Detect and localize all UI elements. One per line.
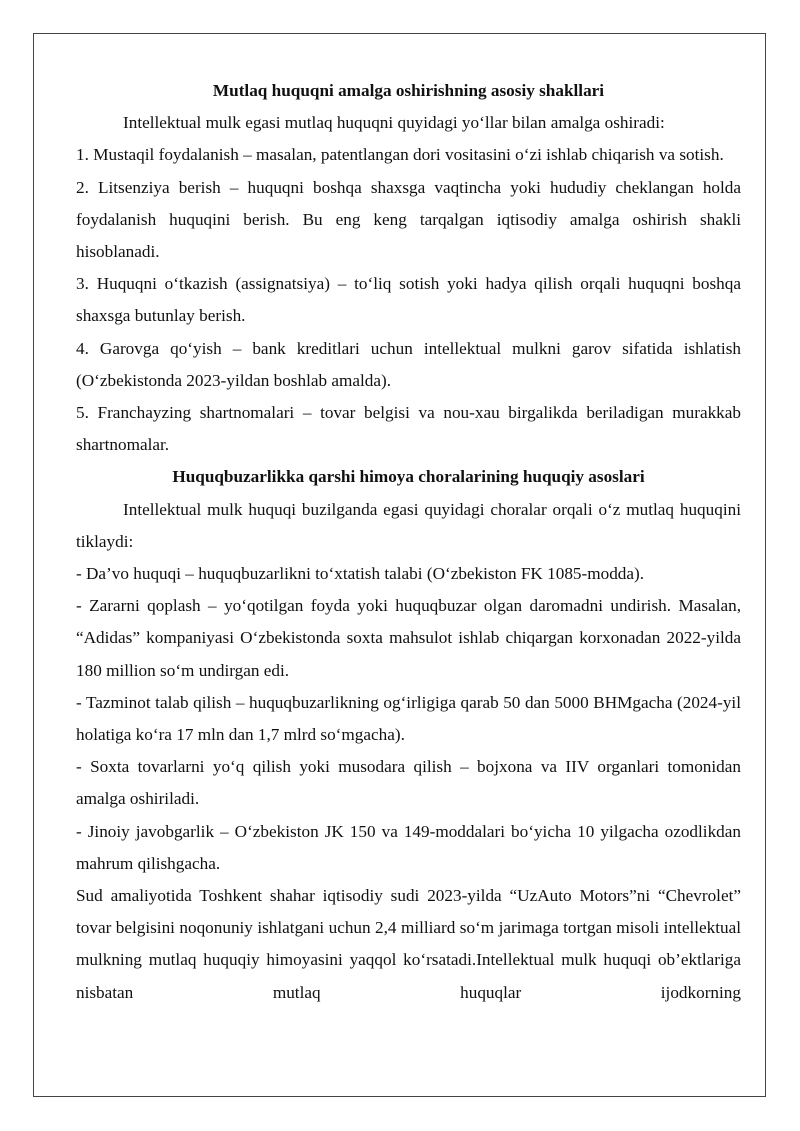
closing-paragraph: Sud amaliyotida Toshkent shahar iqtisodiy sudi 2023-yilda “UzAuto Motors”ni “Chevrolet” tovar belgisini noqonuniy ishlatgani uchun 2,4 milliard so‘m jarimaga tortgan misoli intellektual mulkning mutlaq huquqiy himoyasini yaqqol ko‘rsatadi.Intellektual mulk huquqi ob’ektlariga nisbatan mutlaq huquqlar ijodkorning (76, 886, 741, 1002)
list-item-compensation: - Tazminot talab qilish – huquqbuzarlikning og‘irligiga qarab 50 dan 5000 BHMgacha (2024-yil holatiga ko‘ra 17 mln dan 1,7 mlrd so‘mgacha). (76, 692, 741, 745)
intro-paragraph-2: Intellektual mulk huquqi buzilganda egasi quyidagi choralar orqali o‘z mutlaq huquqini tiklaydi: (76, 499, 741, 551)
section-heading-protection: Huquqbuzarlikka qarshi himoya choralarining huquqiy asoslari (172, 467, 645, 487)
list-item-licensing: 2. Litsenziya berish – huquqni boshqa shaxsga vaqtincha yoki hududiy cheklangan holda foydalanish huquqini berish. Bu eng keng tarqalgan iqtisodiy amalga oshirish shakli hisoblanadi. (76, 177, 741, 262)
list-item-independent-use: 1. Mustaqil foydalanish – masalan, patentlangan dori vositasini o‘zi ishlab chiqarish va sotish. (76, 145, 724, 165)
list-item-assignment: 3. Huquqni o‘tkazish (assignatsiya) – to‘liq sotish yoki hadya qilish orqali huquqni boshqa shaxsga butunlay berish. (76, 274, 741, 326)
list-item-criminal-liability: - Jinoiy javobgarlik – O‘zbekiston JK 150 va 149-moddalari bo‘yicha 10 yilgacha ozodlikdan mahrum qilishgacha. (76, 821, 741, 873)
list-item-destruction: - Soxta tovarlarni yo‘q qilish yoki musodara qilish – bojxona va IIV organlari tomonidan amalga oshiriladi. (76, 757, 741, 809)
intro-paragraph-1: Intellektual mulk egasi mutlaq huquqni quyidagi yo‘llar bilan amalga oshiradi: (123, 113, 665, 133)
list-item-franchising: 5. Franchayzing shartnomalari – tovar belgisi va nou-xau birgalikda beriladigan murakkab shartnomalar. (76, 403, 741, 455)
list-item-claim-right: - Da’vo huquqi – huquqbuzarlikni to‘xtatish talabi (O‘zbekiston FK 1085-modda). (76, 564, 645, 584)
section-heading-exclusive-rights: Mutlaq huquqni amalga oshirishning asosiy shakllari (212, 81, 605, 100)
list-item-pledge: 4. Garovga qo‘yish – bank kreditlari uchun intellektual mulkni garov sifatida ishlatish (O‘zbekistonda 2023-yildan boshlab amalda). (76, 338, 741, 390)
list-item-damages: - Zararni qoplash – yo‘qotilgan foyda yoki huquqbuzar olgan daromadni undirish. Masalan, “Adidas” kompaniyasi O‘zbekistonda soxta mahsulot ishlab chiqargan korxonadan 2022-yilda 180 million so‘m undirgan edi. (76, 596, 741, 680)
document-body (76, 75, 741, 1009)
